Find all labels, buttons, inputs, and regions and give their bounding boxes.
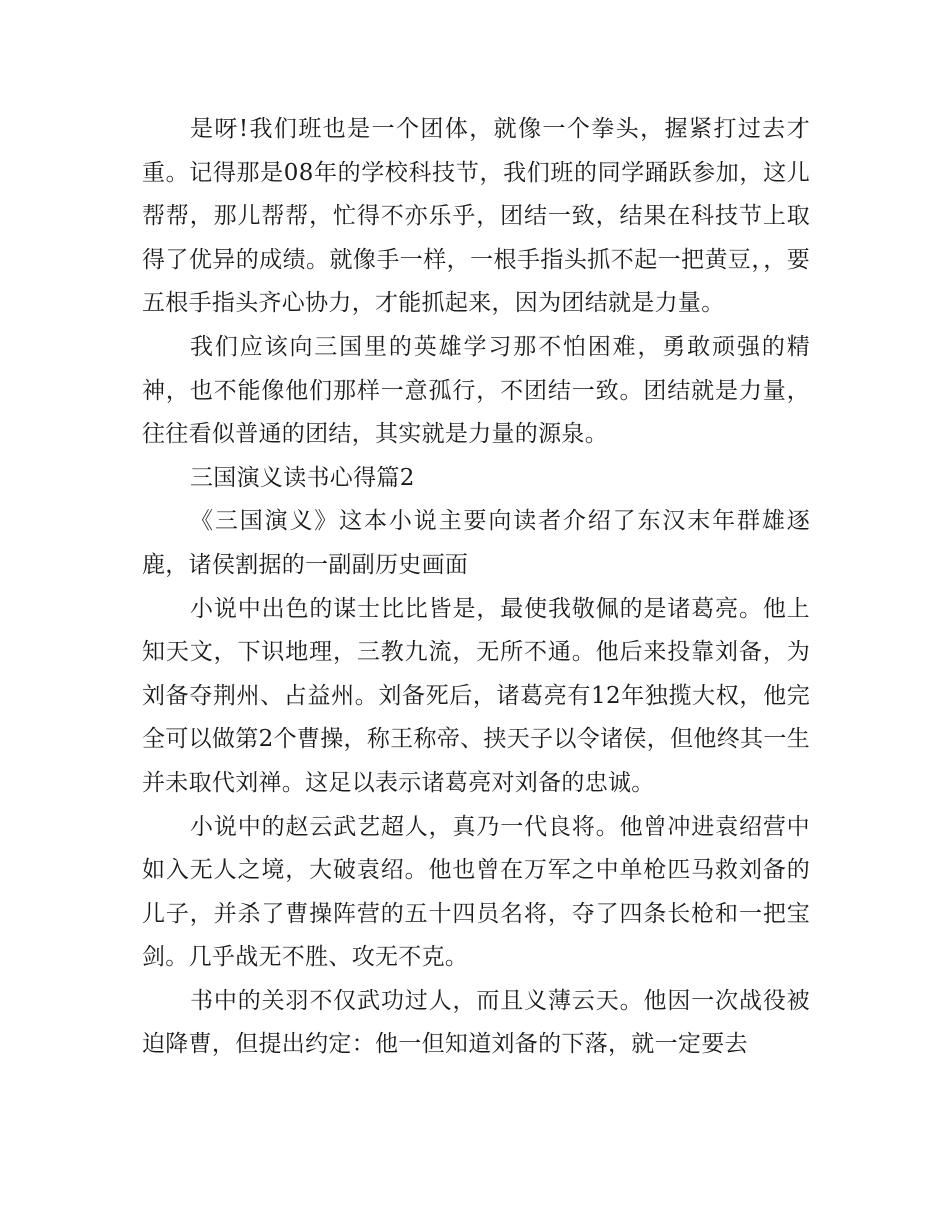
paragraph-2: 我们应该向三国里的英雄学习那不怕困难，勇敢顽强的精神，也不能像他们那样一意孤行，不团结一致。团结就是力量，往往看似普通的团结，其实就是力量的源泉。 — [142, 333, 810, 448]
paragraph-6: 书中的关羽不仅武功过人，而且义薄云天。他因一次战役被迫降曹，但提出约定：他一但知道刘备的下落，就一定要去 — [142, 987, 810, 1058]
paragraph-3: 《三国演义》这本小说主要向读者介绍了东汉末年群雄逐鹿，诸侯割据的一副副历史画面 — [142, 508, 810, 578]
paragraph-1: 是呀!我们班也是一个团体，就像一个拳头，握紧打过去才重。记得那是08年的学校科技节，我们班的同学踊跃参加，这儿帮帮，那儿帮帮，忙得不亦乐乎，团结一致，结果在科技节上取得了优异的成绩。就像手一样，一根手指头抓不起一把黄豆，，要五根手指头齐心协力，才能抓起来，因为团结就是力量。 — [142, 116, 810, 317]
document-body — [142, 108, 810, 1067]
paragraph-5: 小说中的赵云武艺超人，真乃一代良将。他曾冲进袁绍营中如入无人之境，大破袁绍。他也曾在万军之中单枪匹马救刘备的儿子，并杀了曹操阵营的五十四员名将，夺了四条长枪和一把宝剑。几乎战无不胜、攻无不克。 — [142, 813, 810, 971]
paragraph-4: 小说中出色的谋士比比皆是，最使我敬佩的是诸葛亮。他上知天文，下识地理，三教九流，无所不通。他后来投靠刘备，为刘备夺荆州、占益州。刘备死后，诸葛亮有12年独揽大权，他完全可以做第2个曹操，称王称帝、挟天子以令诸侯，但他终其一生并未取代刘禅。这足以表示诸葛亮对刘备的忠诚。 — [142, 595, 810, 796]
section-heading: 三国演义读书心得篇2 — [190, 464, 415, 491]
